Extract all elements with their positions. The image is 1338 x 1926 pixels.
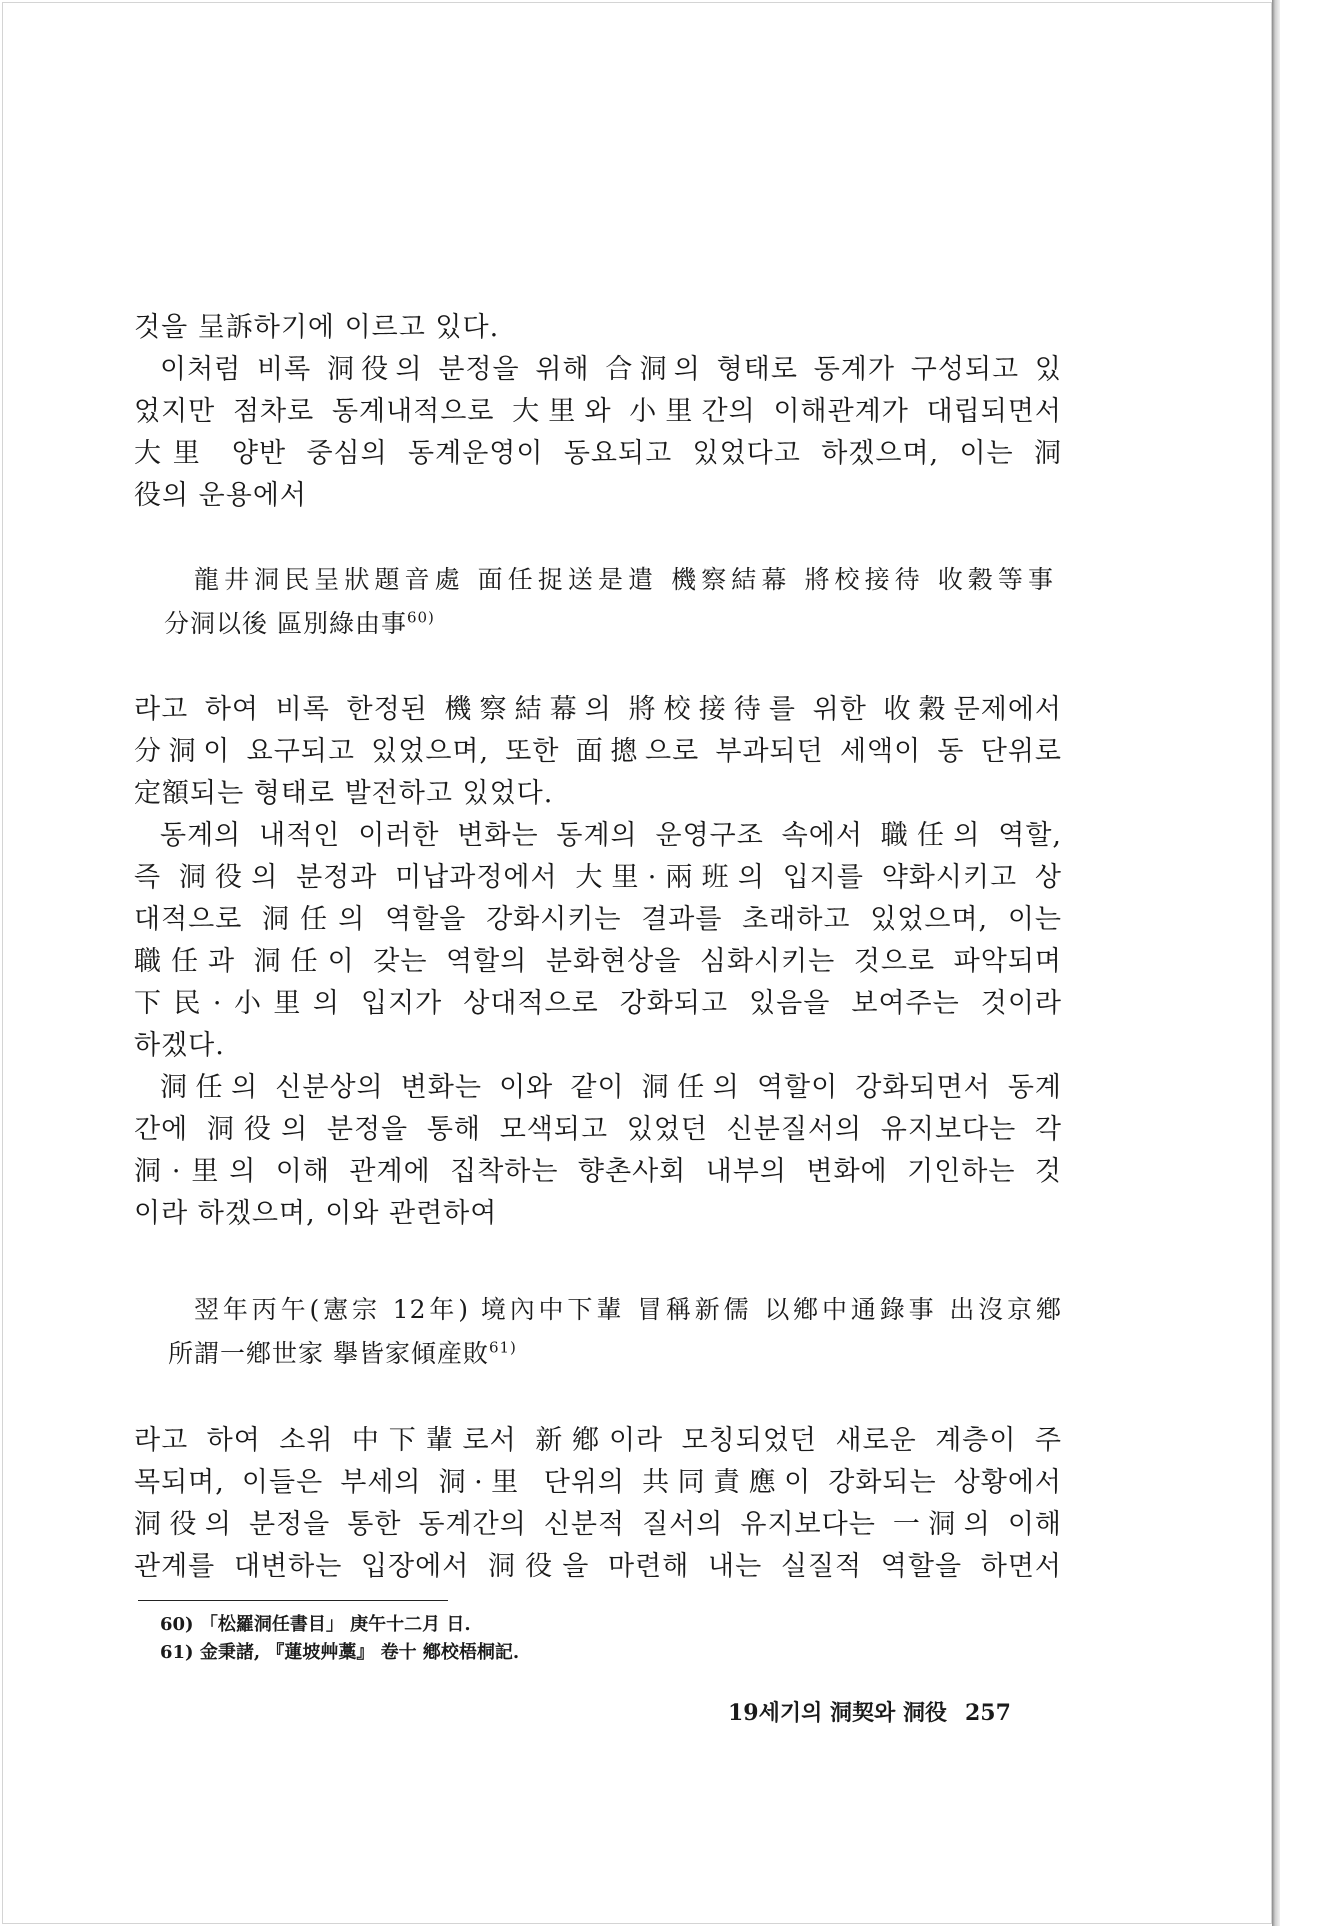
body-line: 分洞이 요구되고 있었으며, 또한 面摠으로 부과되던 세액이 동 단위로: [134, 736, 1062, 767]
body-line: 大里 양반 중심의 동계운영이 동요되고 있었다고 하겠으며, 이는 洞: [134, 438, 1062, 469]
body-line: 洞·里의 이해 관계에 집착하는 향촌사회 내부의 변화에 기인하는 것: [134, 1156, 1062, 1187]
page-edge-shadow: [1272, 0, 1280, 1926]
body-line: 라고 하여 소위 中下輩로서 新鄕이라 모칭되었던 새로운 계층이 주: [134, 1425, 1062, 1456]
body-line: 이처럼 비록 洞役의 분정을 위해 合洞의 형태로 동계가 구성되고 있: [160, 354, 1062, 385]
body-line: 定額되는 형태로 발전하고 있었다.: [134, 778, 554, 809]
body-line: 職任과 洞任이 갖는 역할의 분화현상을 심화시키는 것으로 파악되며: [134, 946, 1062, 977]
body-line: 라고 하여 비록 한정된 機察結幕의 將校接待를 위한 收穀문제에서: [134, 694, 1062, 725]
body-line: 었지만 점차로 동계내적으로 大里와 小里간의 이해관계가 대립되면서: [134, 396, 1062, 427]
body-line: 관계를 대변하는 입장에서 洞役을 마련해 내는 실질적 역할을 하면서: [134, 1551, 1062, 1582]
page-number: 257: [964, 1700, 1011, 1726]
footnote-61: 61) 金秉諸, 『蓮坡艸藁』 卷十 鄕校梧桐記.: [160, 1642, 520, 1663]
body-line: 하겠다.: [134, 1030, 225, 1061]
footnote-60: 60) 「松羅洞任書目」 庚午十二月 日.: [160, 1614, 471, 1635]
body-line: 洞任의 신분상의 변화는 이와 같이 洞任의 역할이 강화되면서 동계: [160, 1072, 1062, 1103]
body-line: 즉 洞役의 분정과 미납과정에서 大里·兩班의 입지를 약화시키고 상: [134, 862, 1062, 893]
body-line: 이라 하겠으며, 이와 관련하여: [134, 1198, 498, 1229]
quote-line: [164, 607, 435, 641]
body-line: 목되며, 이들은 부세의 洞·里 단위의 共同責應이 강화되는 상황에서: [134, 1467, 1062, 1498]
body-line: 것을 呈訴하기에 이르고 있다.: [134, 312, 500, 343]
running-head-title: 19세기의 洞契와 洞役: [728, 1700, 947, 1726]
quote-line: 龍井洞民呈狀題音處 面任捉送是遣 機察結幕 將校接待 收穀等事: [194, 565, 1054, 594]
quote-text: 分洞以後 區別綠由事: [164, 609, 407, 638]
body-line: 동계의 내적인 이러한 변화는 동계의 운영구조 속에서 職任의 역할,: [160, 820, 1062, 851]
footnote-ref: 60): [406, 608, 435, 627]
quote-text: 所謂一鄕世家 擧皆家傾産敗: [168, 1339, 489, 1368]
body-line: 下民·小里의 입지가 상대적으로 강화되고 있음을 보여주는 것이라: [134, 988, 1062, 1019]
quote-line: [168, 1337, 517, 1371]
body-line: 役의 운용에서: [134, 480, 307, 511]
running-head: [728, 1696, 1011, 1727]
footnote-rule: [138, 1600, 448, 1601]
body-line: 대적으로 洞任의 역할을 강화시키는 결과를 초래하고 있었으며, 이는: [134, 904, 1062, 935]
body-line: 洞役의 분정을 통한 동계간의 신분적 질서의 유지보다는 一洞의 이해: [134, 1509, 1062, 1540]
footnote-ref: 61): [488, 1338, 517, 1357]
quote-line: 翌年丙午(憲宗 12年) 境內中下輩 冒稱新儒 以鄕中通錄事 出沒京鄕: [194, 1295, 1062, 1324]
body-line: 간에 洞役의 분정을 통해 모색되고 있었던 신분질서의 유지보다는 각: [134, 1114, 1062, 1145]
